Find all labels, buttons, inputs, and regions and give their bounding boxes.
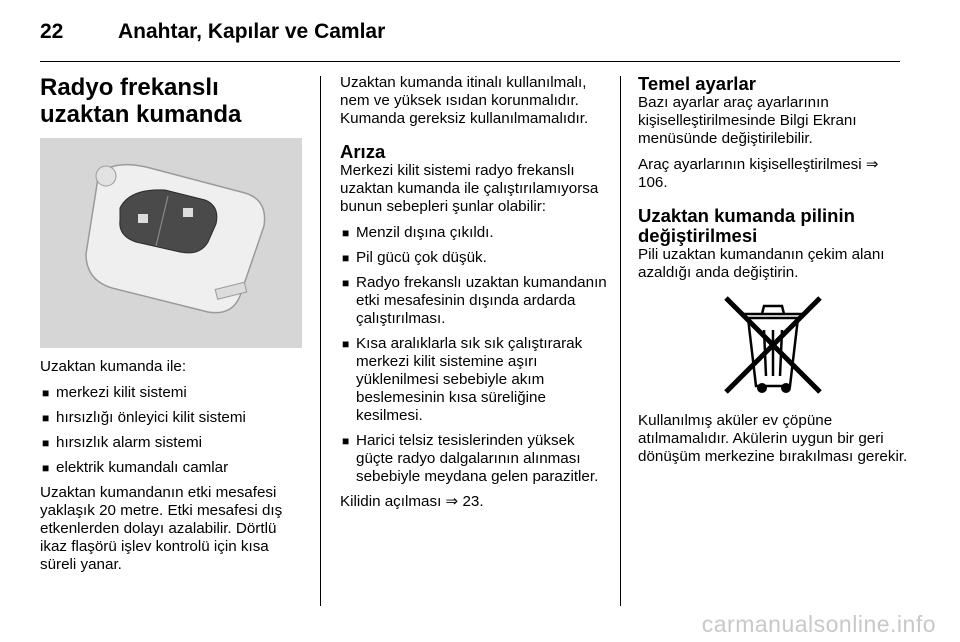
column-2 xyxy=(340,74,610,519)
list-item: ■ Harici telsiz tesislerinden yüksek güçte radyo dalgalarının alınması sebebiyle meydana gelen parazitler. xyxy=(340,432,610,486)
basic-settings-text: Bazı ayarlar araç ayarlarının kişiselleştirilmesinde Bilgi Ekranı menüsünde değiştirilebilir. xyxy=(638,94,857,147)
chapter-title: Anahtar, Kapılar ve Camlar xyxy=(118,20,386,43)
key-fob-illustration xyxy=(40,138,302,348)
list-item: ■ elektrik kumandalı camlar xyxy=(40,459,305,477)
column-divider-2 xyxy=(620,76,621,606)
list-item: ■ merkezi kilit sistemi xyxy=(40,384,305,402)
watermark: carmanualsonline.info xyxy=(701,611,936,637)
battery-disposal-text: Kullanılmış aküler ev çöpüne atılmamalıdır. Akülerin uygun bir geri dönüşüm merkezine bırakılması gerekir. xyxy=(638,412,908,465)
list-item: ■ Menzil dışına çıkıldı. xyxy=(340,224,610,242)
section-title: Radyo frekanslı uzaktan kumanda xyxy=(40,74,242,128)
basic-settings-ref: Araç ayarlarının kişiselleştirilmesi ⇒ 106. xyxy=(638,156,879,191)
battery-text: Pili uzaktan kumandanın çekim alanı azaldığı anda değiştirin. xyxy=(638,246,885,281)
header-rule xyxy=(40,61,900,62)
column-3 xyxy=(638,74,910,474)
basic-settings-heading: Temel ayarlar xyxy=(638,73,756,94)
fault-heading: Arıza xyxy=(340,141,386,162)
fault-list xyxy=(340,224,610,486)
list-item: ■ Pil gücü çok düşük. xyxy=(340,249,610,267)
crossed-bin-icon xyxy=(718,290,828,400)
list-item: ■ Radyo frekanslı uzaktan kumandanın etki mesafesinin dışında ardarda çalıştırılması. xyxy=(340,274,610,328)
list-item: ■ Kısa aralıklarla sık sık çalıştırarak merkezi kilit sistemine aşırı yüklenilmesi sebebiyle akım beslemesinin kısa süreliğine kesilmesi. xyxy=(340,335,610,425)
page-header xyxy=(40,14,920,54)
list-item: ■ hırsızlık alarm sistemi xyxy=(40,434,305,452)
column-1 xyxy=(40,74,305,582)
care-text: Uzaktan kumanda itinalı kullanılmalı, nem ve yüksek ısıdan korunmalıdır. Kumanda gereksiz kullanılmamalıdır. xyxy=(340,74,589,127)
feature-list xyxy=(40,384,305,477)
intro-text: Uzaktan kumanda ile: xyxy=(40,358,187,375)
page-number: 22 xyxy=(40,20,64,43)
fault-intro: Merkezi kilit sistemi radyo frekanslı uzaktan kumanda ile çalıştırılamıyorsa bunun sebepleri şunlar olabilir: xyxy=(340,162,599,215)
battery-heading: Uzaktan kumanda pilinin değiştirilmesi xyxy=(638,205,855,246)
list-item: ■ hırsızlığı önleyici kilit sistemi xyxy=(40,409,305,427)
column-divider-1 xyxy=(320,76,321,606)
range-text: Uzaktan kumandanın etki mesafesi yaklaşık 20 metre. Etki mesafesi dış etkenlerden dolayı azalabilir. Dörtlü ikaz flaşörü işlev kontrolü için kısa süreli yanar. xyxy=(40,484,283,573)
unlock-reference: Kilidin açılması ⇒ 23. xyxy=(340,493,484,510)
